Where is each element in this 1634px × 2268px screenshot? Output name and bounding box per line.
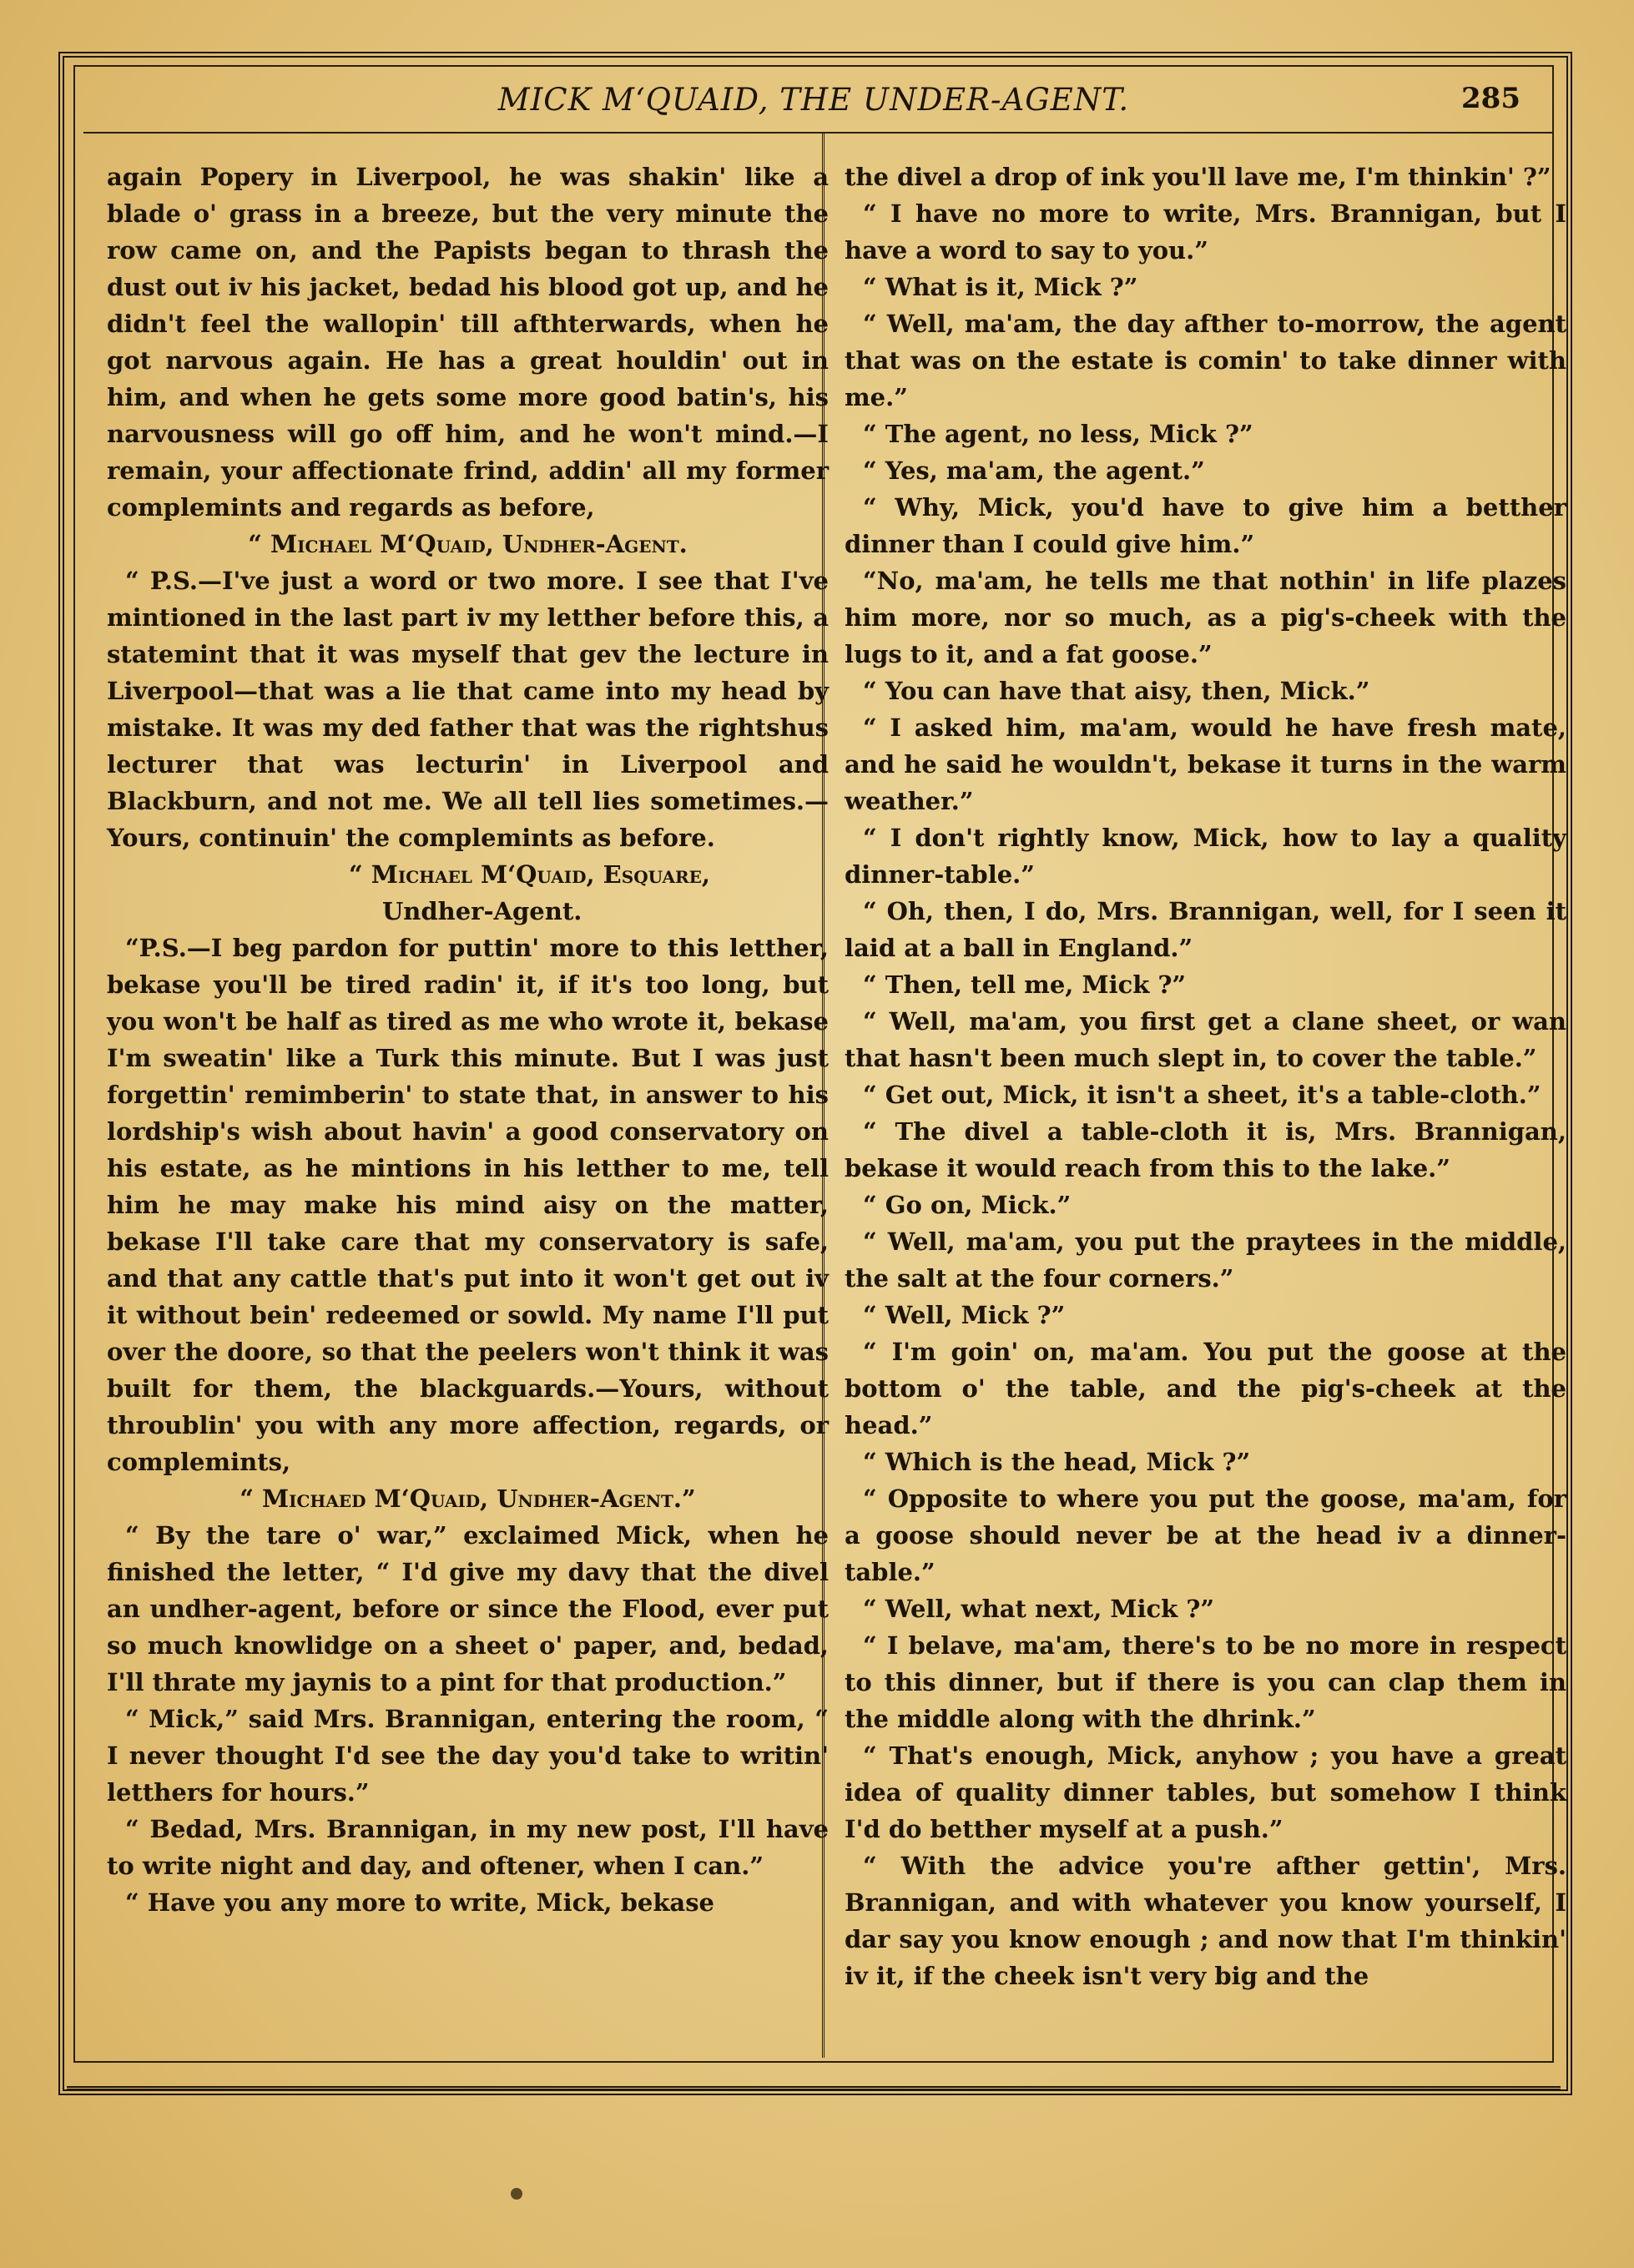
paragraph: “ Yes, ma'am, the agent.” bbox=[863, 456, 1205, 485]
paragraph: “ I asked him, ma'am, would he have fresh mate, and he said he wouldn't, bekase it turns in the warm weather.” bbox=[845, 713, 1566, 815]
paragraph: “ Go on, Mick.” bbox=[863, 1191, 1072, 1219]
paragraph: “No, ma'am, he tells me that nothin' in life plazes him more, nor so much, as a pig's-cheek with the lugs to it, and a fat goose.” bbox=[845, 567, 1566, 668]
left-column bbox=[107, 159, 829, 1921]
paragraph: “ Get out, Mick, it isn't a sheet, it's a table-cloth.” bbox=[863, 1081, 1541, 1109]
paragraph: “ Opposite to where you put the goose, ma'am, for a goose should never be at the head iv a dinner-table.” bbox=[845, 1484, 1566, 1586]
paragraph: “ You can have that aisy, then, Mick.” bbox=[863, 677, 1370, 705]
page-header bbox=[83, 82, 1544, 132]
paragraph: again Popery in Liverpool, he was shakin' like a blade o' grass in a breeze, but the very minute the row came on, and the Papists began to thrash the dust out iv his jacket, bedad his blood got up, and he didn't feel the wallopin' till afthterwards, when he got narvous again. He has a great houldin' out in him, and when he gets some more good batin's, his narvousness will go off him, and he won't mind.—I remain, your affectionate frind, addin' all my former complemints and regards as before, bbox=[107, 163, 829, 522]
paragraph: “ I'm goin' on, ma'am. You put the goose at the bottom o' the table, and the pig's-cheek at the head.” bbox=[845, 1338, 1566, 1439]
bottom-rule bbox=[67, 2086, 1561, 2090]
paragraph: “ Have you any more to write, Mick, bekase bbox=[125, 1888, 714, 1917]
paragraph: “ Well, what next, Mick ?” bbox=[863, 1595, 1215, 1623]
paragraph: “ The agent, no less, Mick ?” bbox=[863, 420, 1253, 448]
paragraph: “ Mick,” said Mrs. Brannigan, entering the room, “ I never thought I'd see the day you'd take to writin' letthers for hours.” bbox=[107, 1705, 829, 1807]
signature: “ Michaed M‘Quaid, Undher-Agent.” bbox=[240, 1484, 696, 1513]
signature: “ Michael M‘Quaid, Undher-Agent. bbox=[248, 530, 688, 558]
paragraph: “ Well, ma'am, you first get a clane sheet, or wan that hasn't been much slept in, to cover the table.” bbox=[845, 1007, 1566, 1072]
paragraph: “ That's enough, Mick, anyhow ; you have a great idea of quality dinner tables, but somehow I think I'd do betther myself at a push.” bbox=[845, 1741, 1566, 1843]
paragraph: “ Well, Mick ?” bbox=[863, 1301, 1066, 1329]
header-rule bbox=[83, 132, 1552, 134]
paragraph: “ What is it, Mick ?” bbox=[863, 273, 1138, 301]
paragraph: “ I belave, ma'am, there's to be no more in respect to this dinner, but if there is you can clap them in the middle along with the dhrink.” bbox=[845, 1631, 1566, 1733]
page-number: 285 bbox=[1461, 82, 1521, 115]
signature-title: Undher-Agent. bbox=[382, 897, 582, 925]
paragraph: “ Well, ma'am, the day afther to-morrow, the agent that was on the estate is comin' to take dinner with me.” bbox=[845, 310, 1566, 411]
paragraph: “ I have no more to write, Mrs. Brannigan, but I have a word to say to you.” bbox=[845, 199, 1566, 265]
paragraph: “ With the advice you're afther gettin', Mrs. Brannigan, and with whatever you know yourself, I dar say you know enough ; and now that I'm thinkin' iv it, if the cheek isn't very big and the bbox=[845, 1852, 1566, 1990]
paragraph: “P.S.—I beg pardon for puttin' more to this letther, bekase you'll be tired radin' it, if it's too long, but you won't be half as tired as me who wrote it, bekase I'm sweatin' like a Turk this minute. But I was just forgettin' remimberin' to state that, in answer to his lordship's wish about havin' a good conservatory on his estate, as he mintions in his letther to me, tell him he may make his mind aisy on the matter, bekase I'll take care that my conservatory is safe, and that any cattle that's put into it won't get out iv it without bein' redeemed or sowld. My name I'll put over the doore, so that the peelers won't think it was built for them, the blackguards.—Yours, without throublin' you with any more affection, regards, or complemints, bbox=[107, 934, 829, 1476]
paragraph: the divel a drop of ink you'll lave me, I'm thinkin' ?” bbox=[845, 163, 1551, 191]
right-column bbox=[845, 159, 1566, 1994]
paragraph: “ Why, Mick, you'd have to give him a betther dinner than I could give him.” bbox=[845, 493, 1566, 558]
paragraph: “ Oh, then, I do, Mrs. Brannigan, well, for I seen it laid at a ball in England.” bbox=[845, 897, 1566, 962]
running-title: MICK M‘QUAID, THE UNDER-AGENT. bbox=[497, 82, 1130, 118]
paragraph: “ Then, tell me, Mick ?” bbox=[863, 970, 1187, 999]
ink-smudge bbox=[511, 2188, 522, 2200]
signature: “ Michael M‘Quaid, Esquare, bbox=[349, 860, 710, 889]
paragraph: “ The divel a table-cloth it is, Mrs. Brannigan, bekase it would reach from this to the lake.” bbox=[845, 1117, 1566, 1182]
paragraph: “ Well, ma'am, you put the praytees in the middle, the salt at the four corners.” bbox=[845, 1227, 1566, 1293]
paragraph: “ P.S.—I've just a word or two more. I see that I've mintioned in the last part iv my letther before this, a statemint that it was myself that gev the lecture in Liverpool—that was a lie that came into my head by mistake. It was my ded father that was the rightshus lecturer that was lecturin' in Liverpool and Blackburn, and not me. We all tell lies sometimes.—Yours, continuin' the complemints as before. bbox=[107, 567, 829, 852]
paragraph: “ By the tare o' war,” exclaimed Mick, when he finished the letter, “ I'd give my davy that the divel an undher-agent, before or since the Flood, ever put so much knowlidge on a sheet o' paper, and, bedad, I'll thrate my jaynis to a pint for that production.” bbox=[107, 1521, 829, 1696]
paragraph: “ Bedad, Mrs. Brannigan, in my new post, I'll have to write night and day, and oftener, when I can.” bbox=[107, 1815, 829, 1880]
paragraph: “ I don't rightly know, Mick, how to lay a quality dinner-table.” bbox=[845, 824, 1566, 889]
paragraph: “ Which is the head, Mick ?” bbox=[863, 1448, 1251, 1476]
